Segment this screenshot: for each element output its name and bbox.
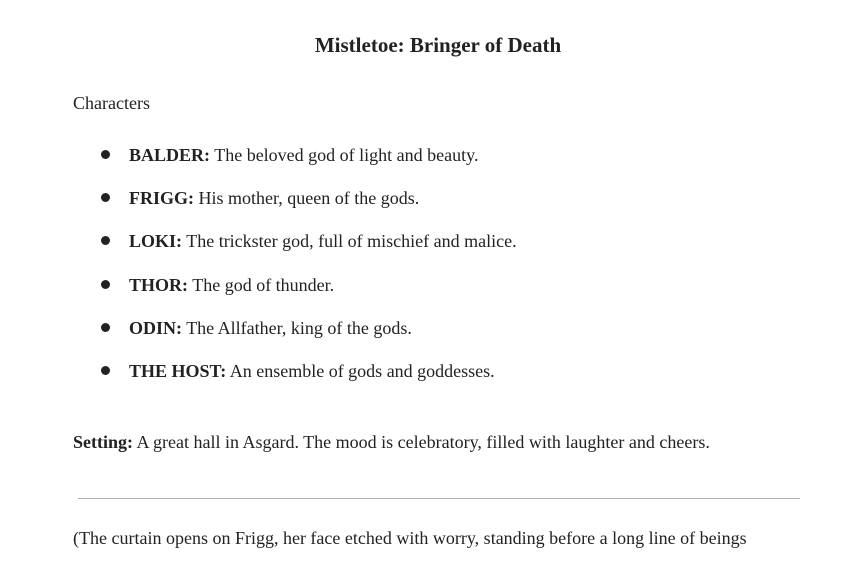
character-name: ODIN: xyxy=(129,317,182,338)
bullet-icon xyxy=(101,150,110,159)
character-item-balder xyxy=(0,144,850,187)
character-item-loki xyxy=(0,230,850,273)
character-description: The beloved god of light and beauty. xyxy=(214,145,479,165)
character-description: The Allfather, king of the gods. xyxy=(186,317,412,338)
characters-heading: Characters xyxy=(73,93,150,113)
character-description: His mother, queen of the gods. xyxy=(198,188,420,209)
character-description: An ensemble of gods and goddesses. xyxy=(229,360,495,381)
setting-label: Setting: xyxy=(73,432,133,452)
character-item-the-host xyxy=(0,360,850,403)
stage-direction: (The curtain opens on Frigg, her face etched with worry, standing before a long line of beings xyxy=(73,528,747,548)
bullet-icon xyxy=(101,366,110,375)
character-name: THE HOST: xyxy=(129,360,227,381)
character-name: BALDER: xyxy=(129,145,211,165)
character-name: THOR: xyxy=(129,274,189,295)
bullet-icon xyxy=(101,280,110,289)
setting-paragraph xyxy=(73,431,710,453)
bullet-icon xyxy=(101,236,110,245)
character-description: The god of thunder. xyxy=(192,274,335,295)
bullet-icon xyxy=(101,193,110,202)
character-name: FRIGG: xyxy=(129,188,194,209)
character-description: The trickster god, full of mischief and malice. xyxy=(186,231,517,252)
setting-text: A great hall in Asgard. The mood is celebratory, filled with laughter and cheers. xyxy=(136,432,710,452)
play-title: Mistletoe: Bringer of Death xyxy=(314,33,562,57)
character-item-odin xyxy=(0,317,850,360)
bullet-icon xyxy=(101,323,110,332)
horizontal-rule xyxy=(78,498,800,499)
character-item-frigg xyxy=(0,187,850,230)
character-item-thor xyxy=(0,274,850,317)
character-list xyxy=(0,144,850,403)
character-name: LOKI: xyxy=(129,231,183,252)
